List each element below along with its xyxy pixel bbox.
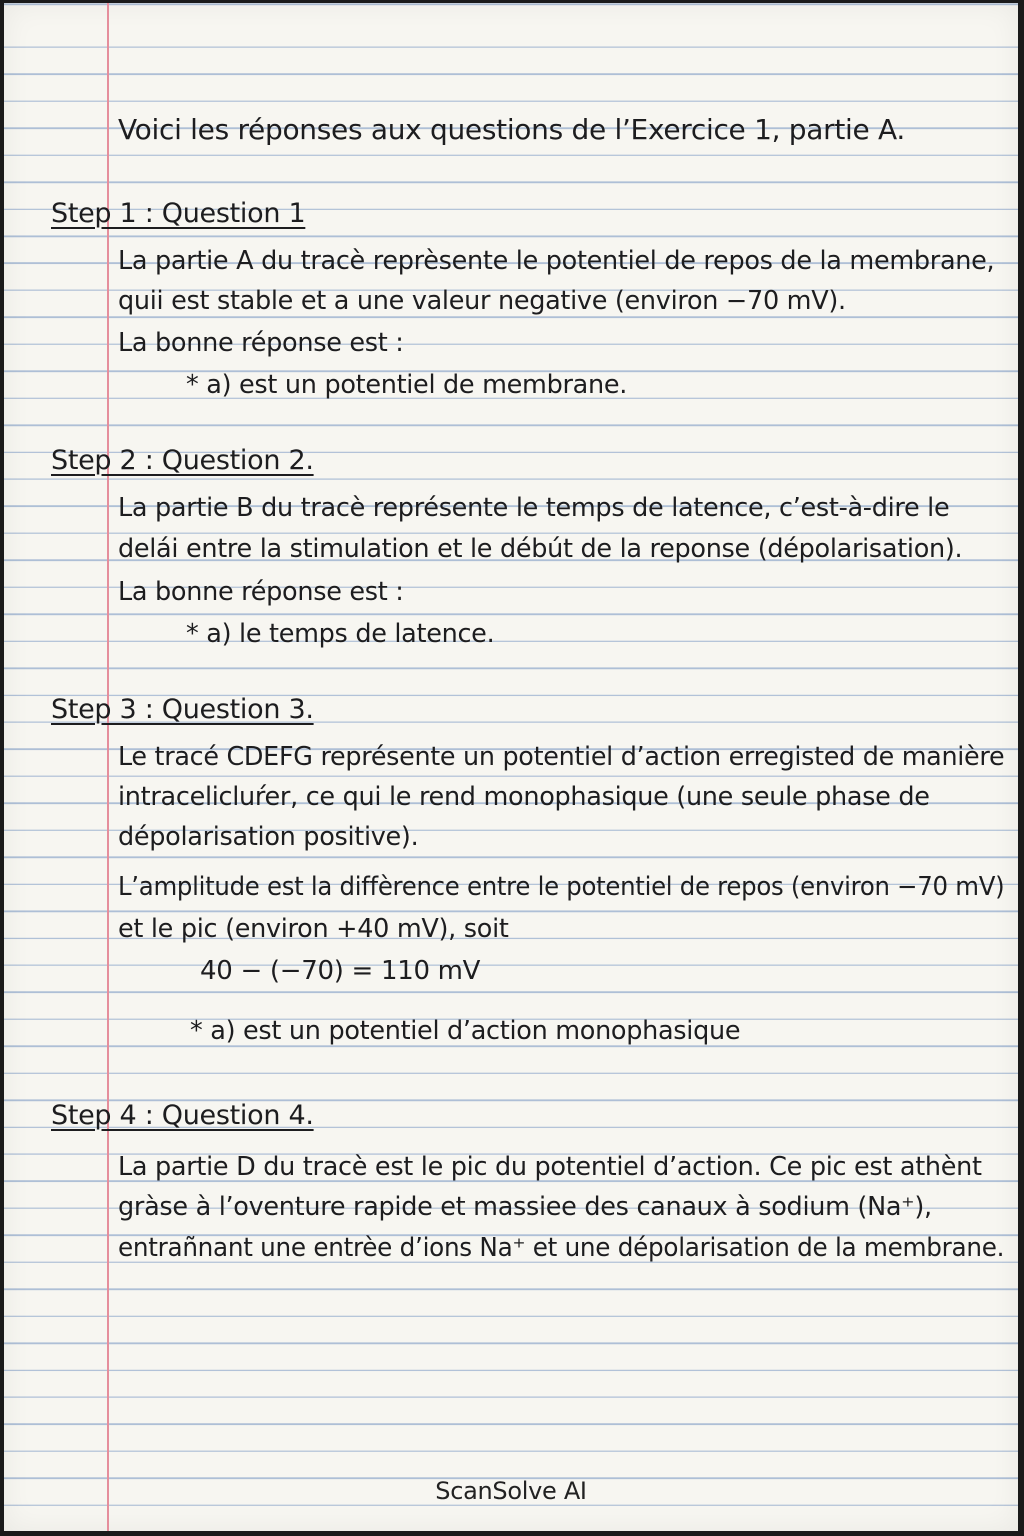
step-3-line-2: intracelicluŕer, ce qui le rend monophasique (une seule phase de bbox=[118, 782, 930, 812]
step-1-heading: Step 1 : Question 1 bbox=[51, 198, 306, 229]
step-2-answer: * a) le temps de latence. bbox=[186, 619, 495, 649]
step-4-line-3: entrañnant une entrèe d’ions Na⁺ et une dépolarisation de la membrane. bbox=[118, 1233, 1005, 1263]
step-2-line-3: La bonne réponse est : bbox=[118, 577, 404, 607]
margin-line bbox=[107, 3, 109, 1531]
step-3-line-4: L’amplitude est la diffèrence entre le potentiel de repos (environ −70 mV) bbox=[118, 872, 1005, 902]
step-1-line-1: La partie A du tracè reprèsente le potentiel de repos de la membrane, bbox=[118, 246, 995, 276]
step-2-heading: Step 2 : Question 2. bbox=[51, 445, 314, 476]
step-3-heading: Step 3 : Question 3. bbox=[51, 694, 314, 725]
step-3-line-5: et le pic (environ +40 mV), soit bbox=[118, 914, 509, 944]
notebook-page bbox=[4, 3, 1018, 1531]
step-4-heading: Step 4 : Question 4. bbox=[51, 1100, 314, 1131]
step-1-line-2: quii est stable et a une valeur negative (environ −70 mV). bbox=[118, 286, 846, 316]
step-3-equation: 40 − (−70) = 110 mV bbox=[200, 956, 481, 986]
step-2-line-2: delái entre la stimulation et le débút de la reponse (dépolarisation). bbox=[118, 534, 963, 564]
step-1-answer: * a) est un potentiel de membrane. bbox=[186, 370, 628, 400]
step-2-line-1: La partie B du tracè représente le temps de latence, c’est-à-dire le bbox=[118, 493, 950, 523]
step-4-line-1: La partie D du tracè est le pic du potentiel d’action. Ce pic est athènt bbox=[118, 1152, 982, 1182]
footer-brand: ScanSolve AI bbox=[435, 1477, 587, 1505]
intro-text: Voici les réponses aux questions de l’Exercice 1, partie A. bbox=[118, 113, 905, 146]
step-4-line-2: gràse à l’oventure rapide et massiee des canaux à sodium (Na⁺), bbox=[118, 1192, 932, 1222]
step-3-line-1: Le tracé CDEFG représente un potentiel d’action erregisted de manière bbox=[118, 742, 1005, 772]
step-1-line-3: La bonne réponse est : bbox=[118, 328, 404, 358]
step-3-line-3: dépolarisation positive). bbox=[118, 822, 419, 852]
step-3-answer: * a) est un potentiel d’action monophasique bbox=[190, 1016, 741, 1046]
